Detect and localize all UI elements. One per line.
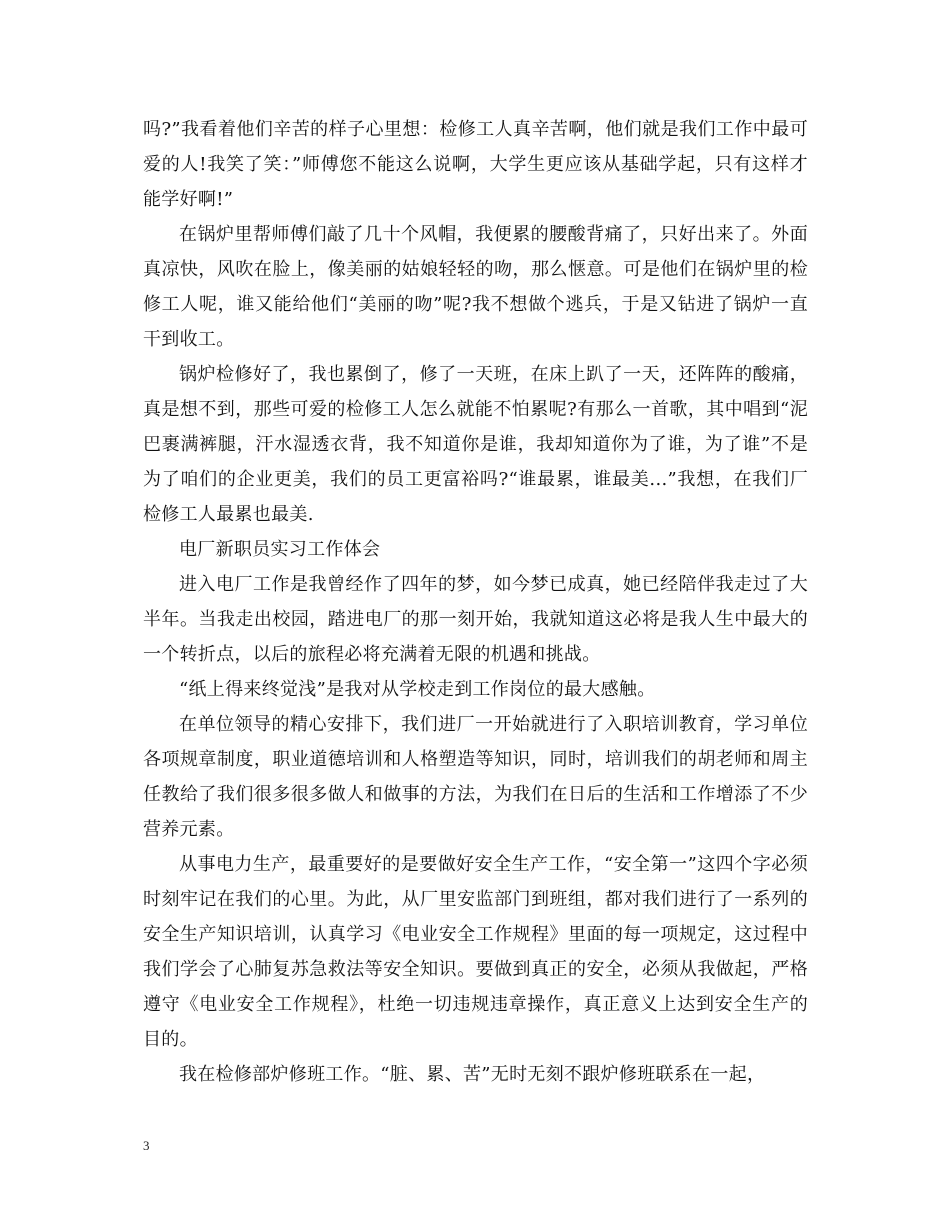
paragraph: 吗?”我看着他们辛苦的样子心里想：检修工人真辛苦啊，他们就是我们工作中最可爱的人!我笑了笑：”师傅您不能这么说啊，大学生更应该从基础学起，只有这样才能学好啊!” <box>143 119 808 210</box>
document-body <box>143 112 808 1092</box>
paragraph: 在锅炉里帮师傅们敲了几十个风帽，我便累的腰酸背痛了，只好出来了。外面真凉快，风吹在脸上，像美丽的姑娘轻轻的吻，那么惬意。可是他们在锅炉里的检修工人呢，谁又能给他们“美丽的吻”呢?我不想做个逃兵，于是又钻进了锅炉一直干到收工。 <box>143 224 808 350</box>
paragraph: 从事电力生产，最重要好的是要做好安全生产工作，“安全第一”这四个字必须时刻牢记在我们的心里。为此，从厂里安监部门到班组，都对我们进行了一系列的安全生产知识培训，认真学习《电业安全工作规程》里面的每一项规定，这过程中我们学会了心肺复苏急救法等安全知识。要做到真正的安全，必须从我做起，严格遵守《电业安全工作规程》，杜绝一切违规违章操作，真正意义上达到安全生产的目的。 <box>143 854 808 1050</box>
paragraph: 在单位领导的精心安排下，我们进厂一开始就进行了入职培训教育，学习单位各项规章制度，职业道德培训和人格塑造等知识，同时，培训我们的胡老师和周主任教给了我们很多很多做人和做事的方法，为我们在日后的生活和工作增添了不少营养元素。 <box>143 714 808 840</box>
section-heading: 电厂新职员实习工作体会 <box>179 539 381 560</box>
paragraph: 进入电厂工作是我曾经作了四年的梦，如今梦已成真，她已经陪伴我走过了大半年。当我走出校园，踏进电厂的那一刻开始，我就知道这必将是我人生中最大的一个转折点，以后的旅程必将充满着无限的机遇和挑战。 <box>143 574 808 665</box>
paragraph: 我在检修部炉修班工作。“脏、累、苦”无时无刻不跟炉修班联系在一起， <box>179 1064 766 1085</box>
paragraph: 锅炉检修好了，我也累倒了，修了一天班，在床上趴了一天，还阵阵的酸痛，真是想不到，那些可爱的检修工人怎么就能不怕累呢?有那么一首歌，其中唱到“泥巴裹满裤腿，汗水湿透衣背，我不知道你是谁，我却知道你为了谁，为了谁”不是为了咱们的企业更美，我们的员工更富裕吗?“谁最累，谁最美...”我想，在我们厂检修工人最累也最美. <box>143 364 808 525</box>
paragraph: “纸上得来终觉浅”是我对从学校走到工作岗位的最大感触。 <box>179 679 656 700</box>
page-number: 3 <box>143 1138 150 1153</box>
